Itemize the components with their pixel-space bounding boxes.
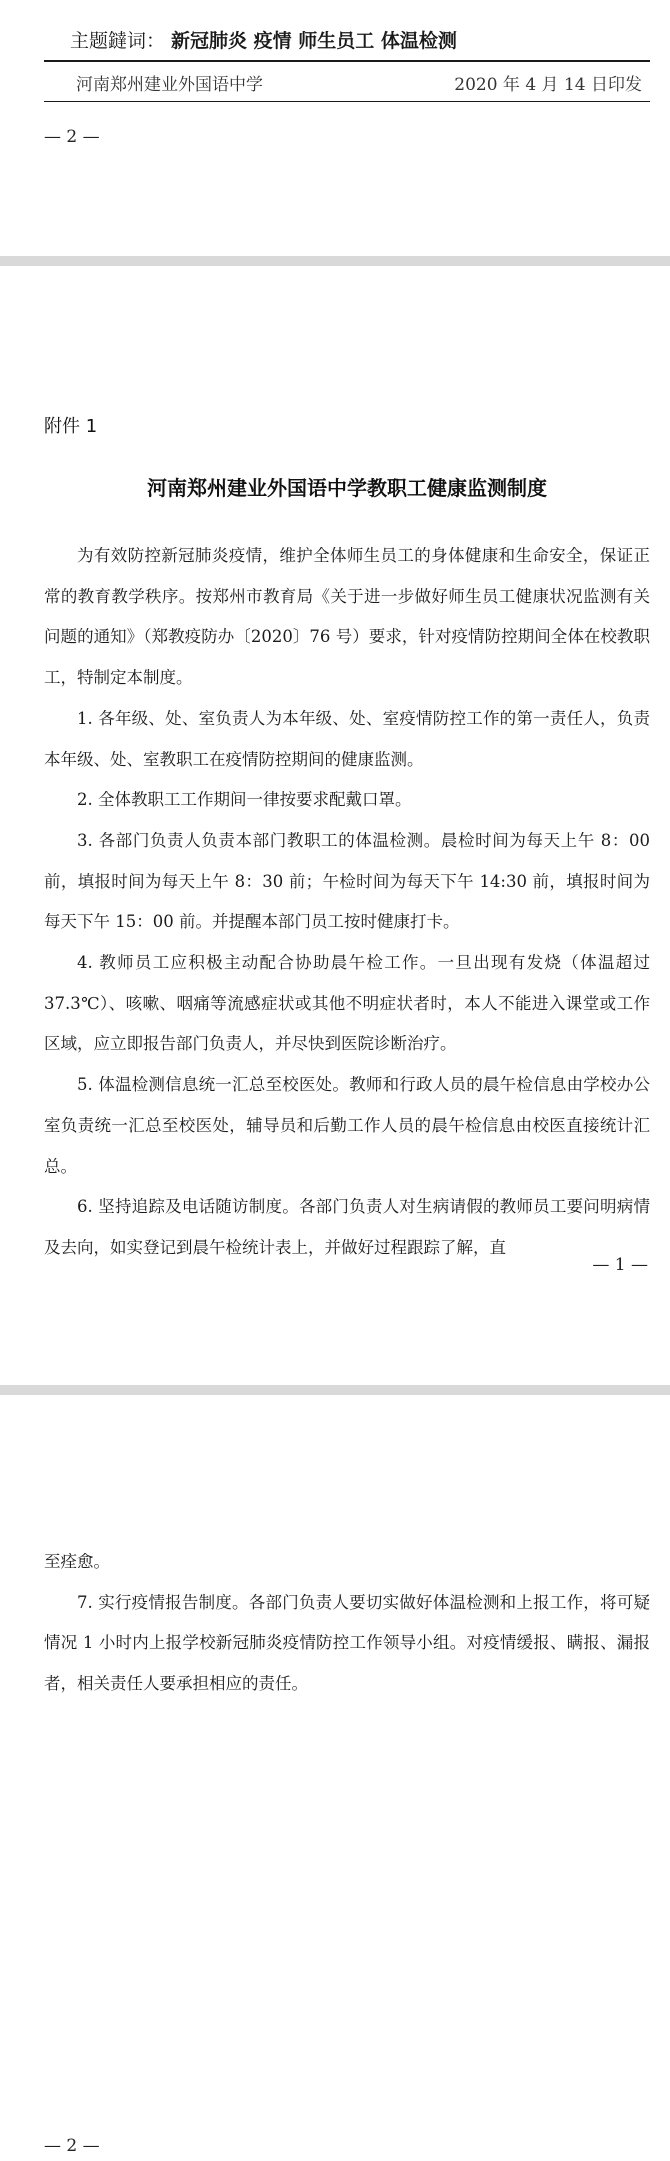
attachment-body xyxy=(44,536,650,1269)
page-number: — 2 — xyxy=(44,127,100,147)
page-continuation xyxy=(0,1395,670,2161)
paragraph: 1. 各年级、处、室负责人为本年级、处、室疫情防控工作的第一责任人，负责本年级、处、室教职工在疫情防控期间的健康监测。 xyxy=(44,708,650,769)
paragraph: 为有效防控新冠肺炎疫情，维护全体师生员工的身体健康和生命安全，保证正常的教育教学秩序。按郑州市教育局《关于进一步做好师生员工健康状况监测有关问题的通知》（郑教疫防办〔2020〕76 号）要求，针对疫情防控期间全体在校教职工，特制定本制度。 xyxy=(44,546,650,688)
paragraph: 7. 实行疫情报告制度。各部门负责人要切实做好体温检测和上报工作，将可疑情况 1 小时内上报学校新冠肺炎疫情防控工作领导小组。对疫情缓报、瞒报、漏报者，相关责任人要承担相应的责任。 xyxy=(44,1592,650,1694)
keywords-values: 新冠肺炎 疫情 师生员工 体温检测 xyxy=(171,30,457,52)
paragraph: 2. 全体教职工工作期间一律按要求配戴口罩。 xyxy=(77,790,412,810)
document-title: 河南郑州建业外国语中学教职工健康监测制度 xyxy=(147,476,547,500)
paragraph: 5. 体温检测信息统一汇总至校医处。教师和行政人员的晨午检信息由学校办公室负责统一汇总至校医处，辅导员和后勤工作人员的晨午检信息由校医直接统计汇总。 xyxy=(44,1075,650,1176)
issuer-name: 河南郑州建业外国语中学 xyxy=(76,75,263,95)
paragraph: 3. 各部门负责人负责本部门教职工的体温检测。晨检时间为每天上午 8：00 前，填报时间为每天上午 8：30 前；午检时间为每天下午 14:30 前，填报时间为每天下午 15：00 前。并提醒本部门员工按时健康打卡。 xyxy=(44,830,650,932)
page-top xyxy=(0,0,670,256)
top-divider xyxy=(44,60,650,62)
paragraph: 至痊愈。 xyxy=(44,1552,110,1571)
page-gap xyxy=(0,1385,670,1395)
continuation-body xyxy=(44,1542,650,1705)
attachment-label: 附件 1 xyxy=(44,416,98,437)
paragraph: 6. 坚持追踪及电话随访制度。各部门负责人对生病请假的教师员工要问明病情及去向，如实登记到晨午检统计表上，并做好过程跟踪了解，直 xyxy=(44,1197,650,1257)
keywords-label: 主题鐽词： xyxy=(70,30,166,52)
page-number: — 1 — xyxy=(592,1255,648,1275)
paragraph: 4. 教师员工应积极主动配合协助晨午检工作。一旦出现有发烧（体温超过 37.3℃）、咳嗽、咽痛等流感症状或其他不明症状者时，本人不能进入课堂或工作区域，应立即报告部门负责人，并尽快到医院诊断治疗。 xyxy=(44,953,650,1054)
page-gap xyxy=(0,256,670,266)
bottom-divider xyxy=(44,101,650,102)
print-date: 2020 年 4 月 14 日印发 xyxy=(454,75,642,95)
page-number: — 2 — xyxy=(44,2136,100,2156)
subject-keywords xyxy=(70,26,457,53)
